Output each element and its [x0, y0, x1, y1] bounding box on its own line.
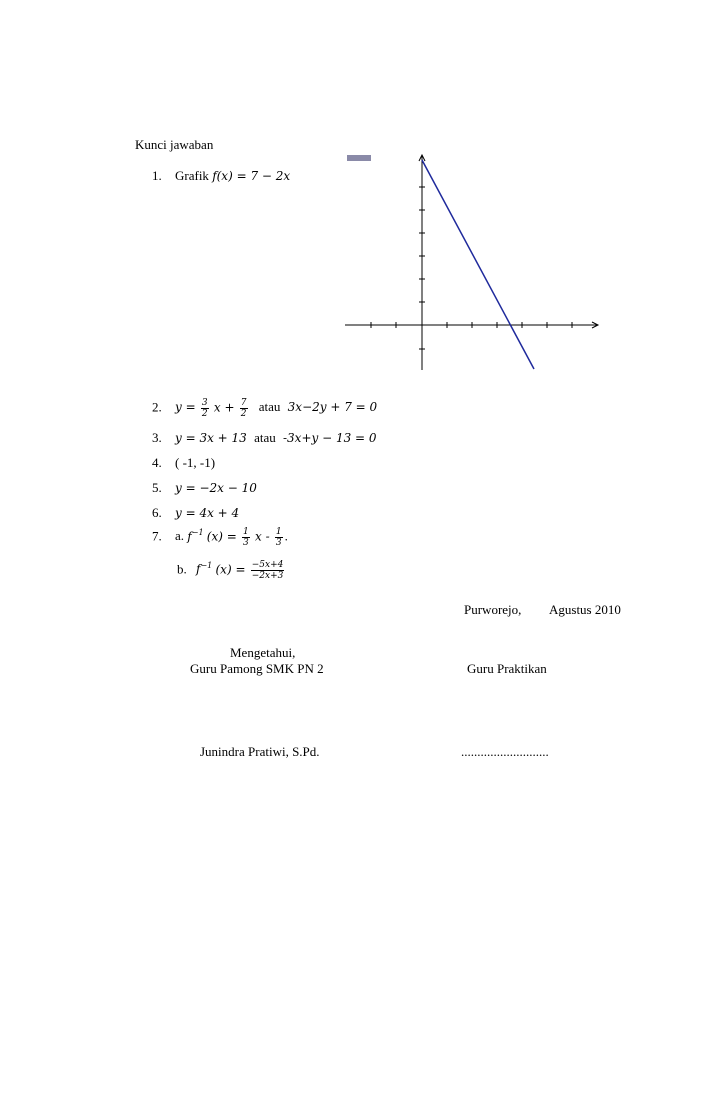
fraction: $\frac{1}{3}$ [275, 527, 282, 548]
answer-5 [152, 480, 257, 496]
signature-right-name: ........................... [461, 744, 549, 759]
answer-lhs: y = [175, 400, 196, 415]
answer-expression: y = −2x − 10 [175, 481, 257, 495]
function-name: f [187, 529, 192, 544]
answer-2 [152, 398, 377, 419]
function-name: f [196, 562, 201, 577]
signature-date: Agustus 2010 [549, 602, 621, 617]
answer-4 [152, 455, 215, 471]
answer-mid: x + [213, 400, 235, 415]
answer-3 [152, 430, 377, 446]
answer-6 [152, 505, 239, 521]
graph-axes [345, 155, 598, 370]
answer-label: Grafik [175, 168, 209, 183]
signature-place: Purworejo, [464, 602, 522, 617]
signature-left-role: Guru Pamong SMK PN 2 [190, 661, 324, 676]
inverse-sup: −1 [200, 561, 213, 571]
signature-left-title: Mengetahui, [230, 645, 296, 660]
answer-number: 5. [152, 480, 162, 495]
answer-end: . [284, 528, 288, 544]
answer-expression: f(x) = 7 − 2x [212, 169, 291, 183]
fraction: $\frac{-5x+4}{-2x+3}$ [251, 560, 284, 581]
atau-word: atau [254, 430, 276, 445]
function-arg: (x) = [206, 529, 237, 544]
signature-left-name: Junindra Pratiwi, S.Pd. [200, 744, 320, 759]
graph-badge [347, 155, 371, 161]
section-heading: Kunci jawaban [135, 137, 214, 152]
answer-number: 7. [152, 528, 162, 544]
answer-7b [177, 560, 286, 581]
fraction: $\frac{3}{2}$ [201, 398, 208, 419]
function-graph [0, 0, 728, 400]
answer-number: 2. [152, 399, 162, 415]
answer-number: 4. [152, 455, 162, 470]
answer-7a [152, 527, 288, 548]
answer-number: 3. [152, 430, 162, 445]
answer-prefix: a. [175, 528, 185, 544]
answer-expression: y = 4x + 4 [175, 506, 240, 520]
answer-prefix: b. [177, 561, 187, 577]
fraction: $\frac{7}{2}$ [240, 398, 247, 419]
fraction: $\frac{1}{3}$ [243, 527, 249, 548]
answer-alt: -3x+y − 13 = 0 [282, 431, 377, 445]
answer-mid: x - [255, 529, 270, 544]
inverse-sup: −1 [191, 528, 204, 538]
answer-number: 1. [152, 168, 162, 183]
answer-alt: 3x−2y + 7 = 0 [287, 400, 378, 415]
function-arg: (x) = [215, 562, 246, 577]
function-line [422, 160, 534, 369]
answer-expression: ( -1, -1) [175, 455, 216, 470]
signature-right-role: Guru Praktikan [467, 661, 547, 676]
answer-expression: y = 3x + 13 [175, 431, 247, 445]
answer-number: 6. [152, 505, 162, 520]
atau-word: atau [258, 399, 281, 415]
